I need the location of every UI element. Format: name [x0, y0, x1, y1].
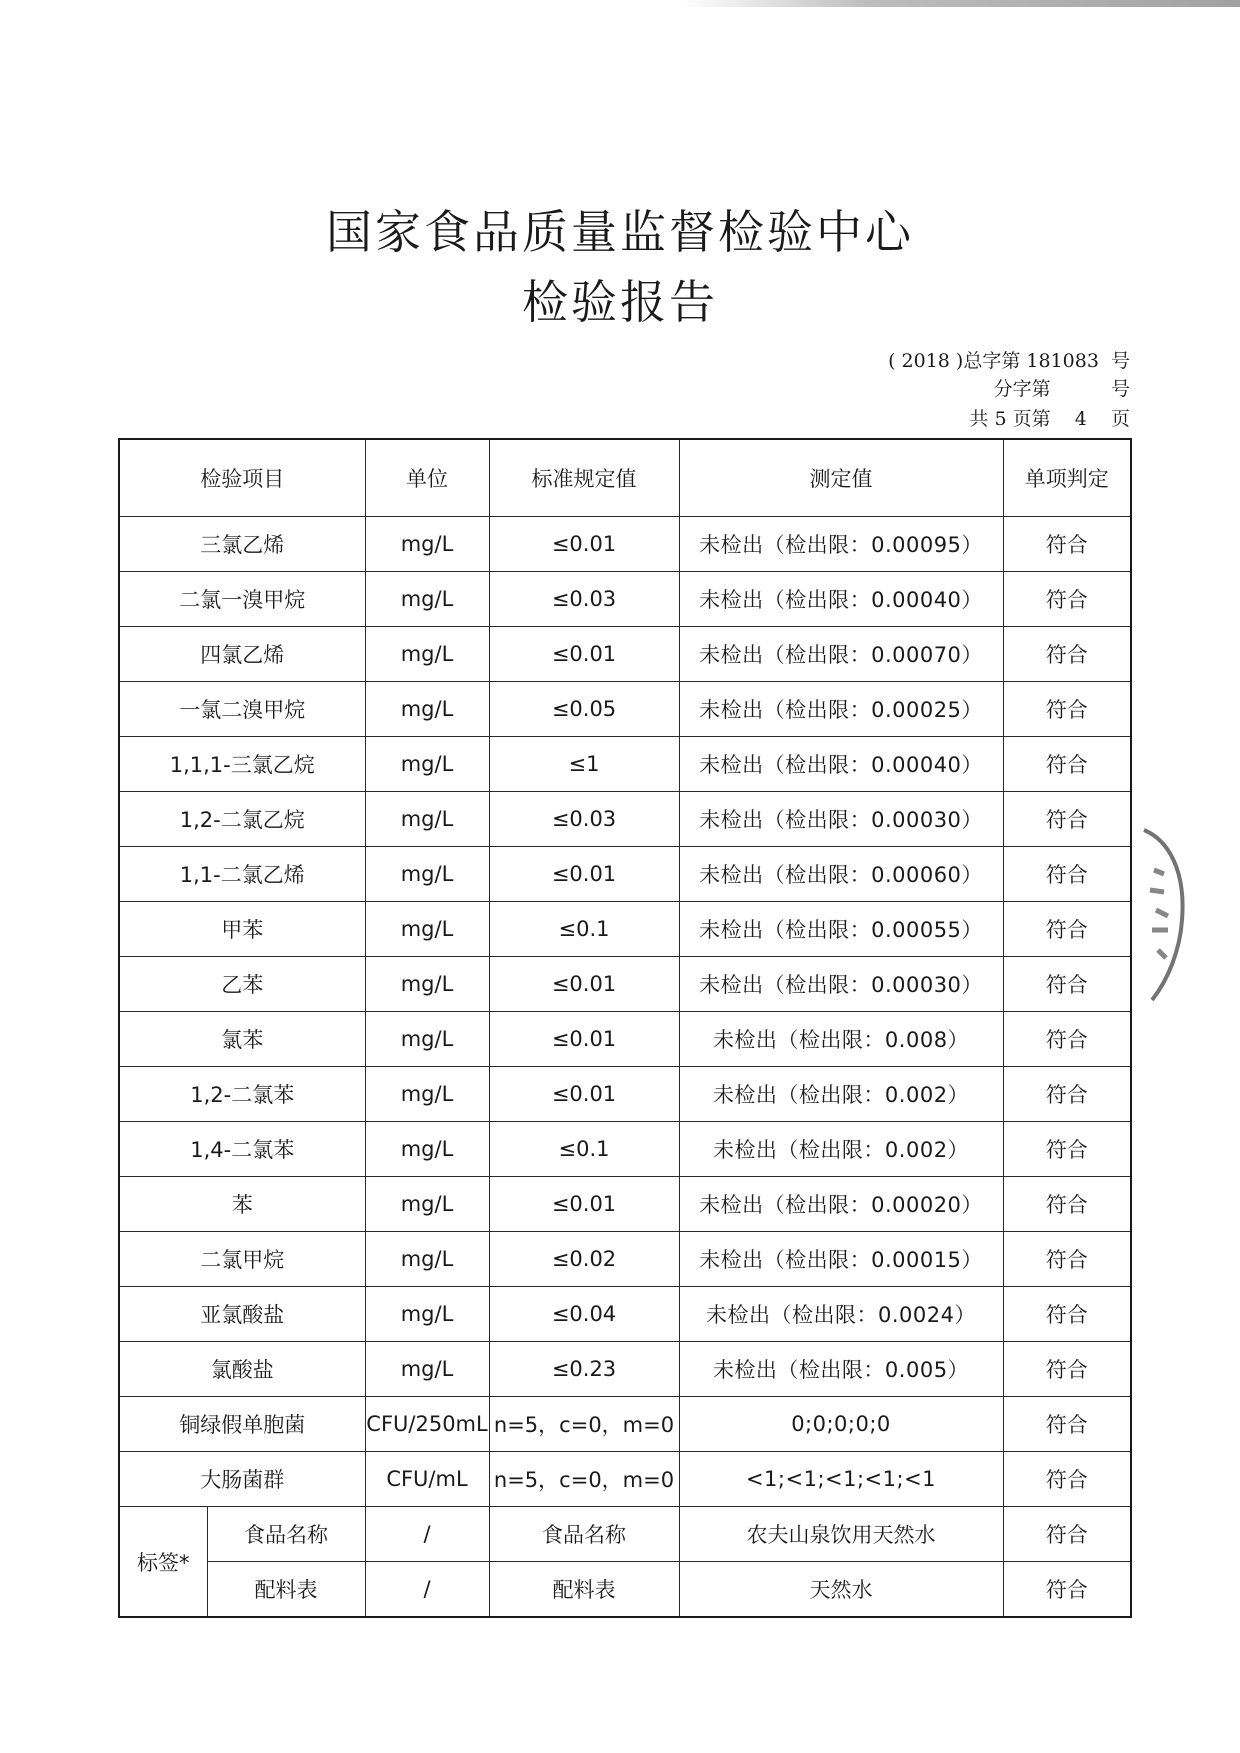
cell-measured: 未检出（检出限：0.00030）	[679, 957, 1003, 1012]
table-row	[119, 627, 1131, 682]
cell-verdict: 符合	[1003, 847, 1131, 902]
cell-item: 甲苯	[119, 902, 365, 957]
table-row	[119, 847, 1131, 902]
cell-standard: ≤0.03	[489, 572, 679, 627]
table-row	[119, 1012, 1131, 1067]
cell-item: 1,4-二氯苯	[119, 1122, 365, 1177]
table-row	[119, 572, 1131, 627]
table-row	[119, 737, 1131, 792]
cell-measured: 农夫山泉饮用天然水	[679, 1507, 1003, 1562]
table-row	[119, 517, 1131, 572]
cell-unit: mg/L	[365, 572, 489, 627]
cell-unit: mg/L	[365, 1287, 489, 1342]
cell-item: 1,2-二氯苯	[119, 1067, 365, 1122]
cell-standard: ≤0.01	[489, 1177, 679, 1232]
table-row	[119, 1397, 1131, 1452]
table-row	[119, 792, 1131, 847]
cell-verdict: 符合	[1003, 1452, 1131, 1507]
cell-unit: mg/L	[365, 1122, 489, 1177]
cell-item: 二氯甲烷	[119, 1232, 365, 1287]
page-count: 共 5 页第 4 页	[969, 408, 1130, 430]
cell-verdict: 符合	[1003, 1397, 1131, 1452]
cell-item: 1,1-二氯乙烯	[119, 847, 365, 902]
cell-item: 大肠菌群	[119, 1452, 365, 1507]
cell-verdict: 符合	[1003, 1507, 1131, 1562]
col-header-unit: 单位	[365, 439, 489, 517]
sub-number: 分字第 号	[993, 378, 1130, 400]
table-row	[119, 1232, 1131, 1287]
table-row-label-ingredients	[119, 1562, 1131, 1618]
cell-standard: 食品名称	[489, 1507, 679, 1562]
cell-unit: mg/L	[365, 682, 489, 737]
cell-verdict: 符合	[1003, 1342, 1131, 1397]
cell-sub-item: 配料表	[207, 1562, 365, 1618]
cell-verdict: 符合	[1003, 1012, 1131, 1067]
cell-measured: 未检出（检出限：0.00060）	[679, 847, 1003, 902]
table-body	[119, 517, 1131, 1618]
cell-measured: 未检出（检出限：0.005）	[679, 1342, 1003, 1397]
cell-unit: mg/L	[365, 737, 489, 792]
cell-standard: ≤0.1	[489, 1122, 679, 1177]
cell-unit: CFU/mL	[365, 1452, 489, 1507]
cell-measured: 未检出（检出限：0.00040）	[679, 572, 1003, 627]
cell-measured: 未检出（检出限：0.008）	[679, 1012, 1003, 1067]
cell-verdict: 符合	[1003, 1067, 1131, 1122]
table-row	[119, 1122, 1131, 1177]
cell-item: 氯苯	[119, 1012, 365, 1067]
cell-unit: mg/L	[365, 1342, 489, 1397]
cell-standard: ≤0.05	[489, 682, 679, 737]
cell-verdict: 符合	[1003, 902, 1131, 957]
cell-item: 乙苯	[119, 957, 365, 1012]
cell-label-group: 标签*	[119, 1507, 207, 1618]
cell-measured: 未检出（检出限：0.00020）	[679, 1177, 1003, 1232]
cell-standard: ≤0.01	[489, 1067, 679, 1122]
cell-measured: 未检出（检出限：0.00095）	[679, 517, 1003, 572]
cell-unit: mg/L	[365, 792, 489, 847]
cell-measured: 未检出（检出限：0.00055）	[679, 902, 1003, 957]
table-header-row	[119, 439, 1131, 517]
cell-verdict: 符合	[1003, 1122, 1131, 1177]
cell-verdict: 符合	[1003, 1177, 1131, 1232]
table-row	[119, 1287, 1131, 1342]
cell-item: 苯	[119, 1177, 365, 1232]
cell-verdict: 符合	[1003, 1287, 1131, 1342]
doc-title: 检验报告	[522, 275, 718, 329]
cell-verdict: 符合	[1003, 1232, 1131, 1287]
cell-measured: 0;0;0;0;0	[679, 1397, 1003, 1452]
col-header-verdict: 单项判定	[1003, 439, 1131, 517]
cell-verdict: 符合	[1003, 517, 1131, 572]
cell-verdict: 符合	[1003, 792, 1131, 847]
cell-standard: ≤0.01	[489, 957, 679, 1012]
cell-standard: ≤0.1	[489, 902, 679, 957]
cell-measured: 未检出（检出限：0.0024）	[679, 1287, 1003, 1342]
cell-measured: <1;<1;<1;<1;<1	[679, 1452, 1003, 1507]
cell-verdict: 符合	[1003, 957, 1131, 1012]
cell-unit: mg/L	[365, 1232, 489, 1287]
cell-unit: mg/L	[365, 1067, 489, 1122]
cell-sub-item: 食品名称	[207, 1507, 365, 1562]
table-row	[119, 1067, 1131, 1122]
table-row-label-name	[119, 1507, 1131, 1562]
cell-verdict: 符合	[1003, 627, 1131, 682]
col-header-standard: 标准规定值	[489, 439, 679, 517]
cell-measured: 未检出（检出限：0.00040）	[679, 737, 1003, 792]
report-number: ( 2018 )总字第 181083 号	[888, 350, 1130, 372]
cell-standard: ≤0.04	[489, 1287, 679, 1342]
cell-measured: 天然水	[679, 1562, 1003, 1618]
partial-seal-stamp-graphic	[1138, 810, 1190, 1010]
cell-item: 1,1,1-三氯乙烷	[119, 737, 365, 792]
cell-unit: mg/L	[365, 957, 489, 1012]
table-row	[119, 957, 1131, 1012]
cell-standard: ≤0.01	[489, 627, 679, 682]
cell-standard: ≤0.23	[489, 1342, 679, 1397]
cell-item: 四氯乙烯	[119, 627, 365, 682]
table-row	[119, 1452, 1131, 1507]
cell-standard: n=5，c=0，m=0	[489, 1452, 679, 1507]
org-title: 国家食品质量监督检验中心	[326, 205, 914, 259]
col-header-measured: 测定值	[679, 439, 1003, 517]
cell-item: 铜绿假单胞菌	[119, 1397, 365, 1452]
cell-unit: /	[365, 1507, 489, 1562]
cell-item: 氯酸盐	[119, 1342, 365, 1397]
cell-verdict: 符合	[1003, 1562, 1131, 1618]
cell-item: 二氯一溴甲烷	[119, 572, 365, 627]
cell-standard: ≤0.01	[489, 1012, 679, 1067]
cell-verdict: 符合	[1003, 737, 1131, 792]
table-row	[119, 682, 1131, 737]
cell-measured: 未检出（检出限：0.002）	[679, 1122, 1003, 1177]
cell-unit: CFU/250mL	[365, 1397, 489, 1452]
cell-item: 1,2-二氯乙烷	[119, 792, 365, 847]
cell-unit: mg/L	[365, 1177, 489, 1232]
cell-unit: mg/L	[365, 847, 489, 902]
table-row	[119, 1342, 1131, 1397]
cell-unit: /	[365, 1562, 489, 1618]
cell-measured: 未检出（检出限：0.002）	[679, 1067, 1003, 1122]
cell-standard: ≤1	[489, 737, 679, 792]
col-header-item: 检验项目	[119, 439, 365, 517]
cell-unit: mg/L	[365, 627, 489, 682]
cell-item: 三氯乙烯	[119, 517, 365, 572]
cell-standard: n=5，c=0，m=0	[489, 1397, 679, 1452]
cell-unit: mg/L	[365, 1012, 489, 1067]
cell-unit: mg/L	[365, 902, 489, 957]
cell-standard: 配料表	[489, 1562, 679, 1618]
cell-item: 一氯二溴甲烷	[119, 682, 365, 737]
cell-measured: 未检出（检出限：0.00015）	[679, 1232, 1003, 1287]
cell-verdict: 符合	[1003, 572, 1131, 627]
cell-standard: ≤0.03	[489, 792, 679, 847]
cell-item: 亚氯酸盐	[119, 1287, 365, 1342]
table-row	[119, 902, 1131, 957]
table-row	[119, 1177, 1131, 1232]
cell-measured: 未检出（检出限：0.00070）	[679, 627, 1003, 682]
scan-edge-shadow	[0, 0, 1240, 7]
cell-verdict: 符合	[1003, 682, 1131, 737]
cell-standard: ≤0.02	[489, 1232, 679, 1287]
cell-standard: ≤0.01	[489, 847, 679, 902]
cell-unit: mg/L	[365, 517, 489, 572]
inspection-results-table	[118, 438, 1132, 1618]
cell-standard: ≤0.01	[489, 517, 679, 572]
cell-measured: 未检出（检出限：0.00030）	[679, 792, 1003, 847]
cell-measured: 未检出（检出限：0.00025）	[679, 682, 1003, 737]
